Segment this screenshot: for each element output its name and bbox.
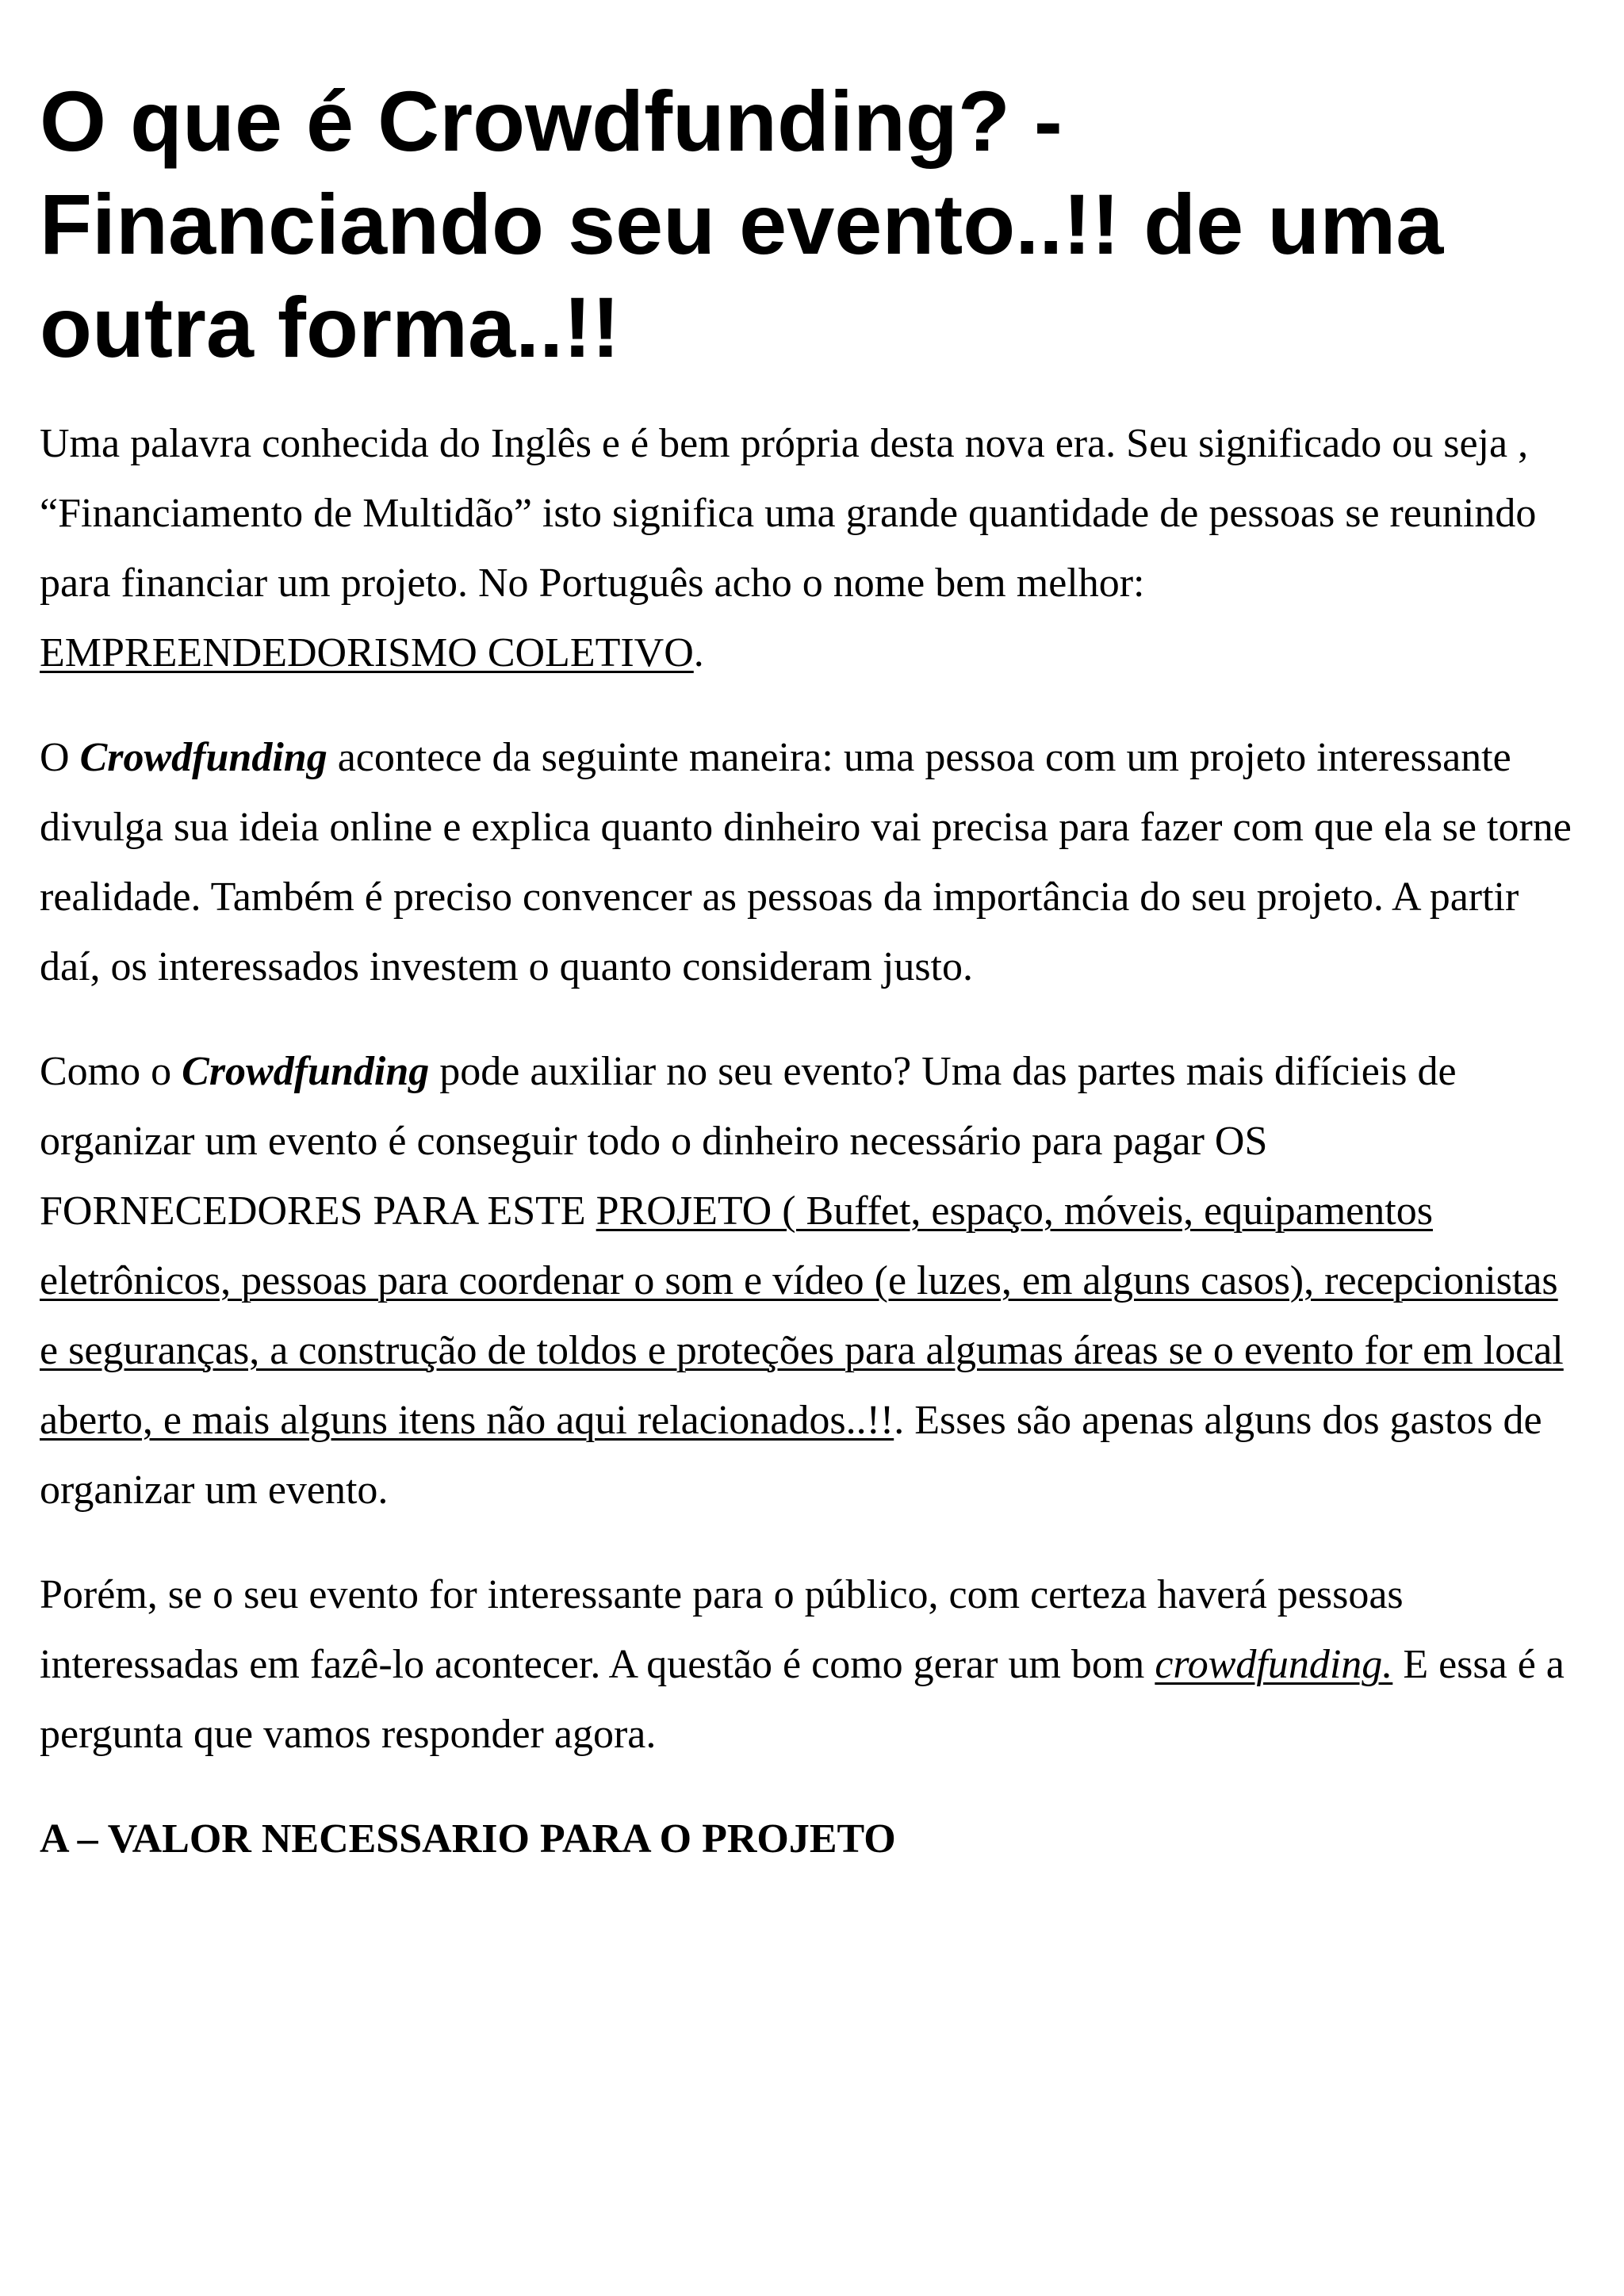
paragraph-event-text-start: Como o [40, 1049, 182, 1094]
crowdfunding-emphasis-2: Crowdfunding [182, 1049, 430, 1094]
page-title: O que é Crowdfunding? - Financiando seu evento..!! de uma outra forma..!! [40, 73, 1444, 375]
section-heading-valor-necessario: A – VALOR NECESSARIO PARA O PROJETO [40, 1816, 896, 1862]
paragraph-event-text-end: . Esses são apenas alguns dos gastos de organizar um evento. [40, 1398, 1542, 1513]
paragraph-how-text-rest: acontece da seguinte maneira: uma pessoa com um projeto interessante divulga sua ideia online e explica quanto dinheiro vai precisa para fazer com que ela se torne realidade. Também é preciso convencer as pessoas da importância do seu projeto. A partir daí, os interessados investem o quanto consideram justo. [40, 735, 1572, 989]
paragraph-public-text-start: Porém, se o seu evento for interessante para o público, com certeza haverá pessoas interessadas em fazê-lo acontecer. A questão é como gerar um bom [40, 1572, 1404, 1687]
paragraph-event-text-middle: pode auxiliar no seu evento? Uma das partes mais difícieis de organizar um evento é conseguir todo o dinheiro necessário para pagar OS FORNECEDORES PARA ESTE [40, 1049, 1457, 1234]
projeto-fornecedores-link[interactable]: PROJETO ( Buffet, espaço, móveis, equipamentos eletrônicos, pessoas para coordenar o som e vídeo (e luzes, em alguns casos), recepcionistas e seguranças, a construção de toldos e proteções para algumas áreas se o evento for em local aberto, e mais alguns itens não aqui relacionados..!! [40, 1188, 1564, 1443]
paragraph-how-text-start: O [40, 735, 80, 780]
empreendedorismo-coletivo-link[interactable]: EMPREENDEDORISMO COLETIVO [40, 630, 694, 675]
paragraph-how-it-works [40, 723, 1586, 1002]
document-page [40, 0, 1586, 1874]
paragraph-intro-end: . [693, 630, 704, 675]
paragraph-intro [40, 409, 1586, 688]
paragraph-event-help [40, 1037, 1586, 1525]
crowdfunding-emphasis: Crowdfunding [79, 735, 327, 780]
crowdfunding-link[interactable]: crowdfunding. [1155, 1642, 1393, 1687]
paragraph-public-text-end: E essa é a pergunta que vamos responder agora. [40, 1642, 1565, 1757]
paragraph-intro-text: Uma palavra conhecida do Inglês e é bem própria desta nova era. Seu significado ou seja , “Financiamento de Multidão” isto significa uma grande quantidade de pessoas se reunindo para financiar um projeto. No Português acho o nome bem melhor: [40, 421, 1537, 606]
paragraph-public-interest [40, 1560, 1586, 1770]
